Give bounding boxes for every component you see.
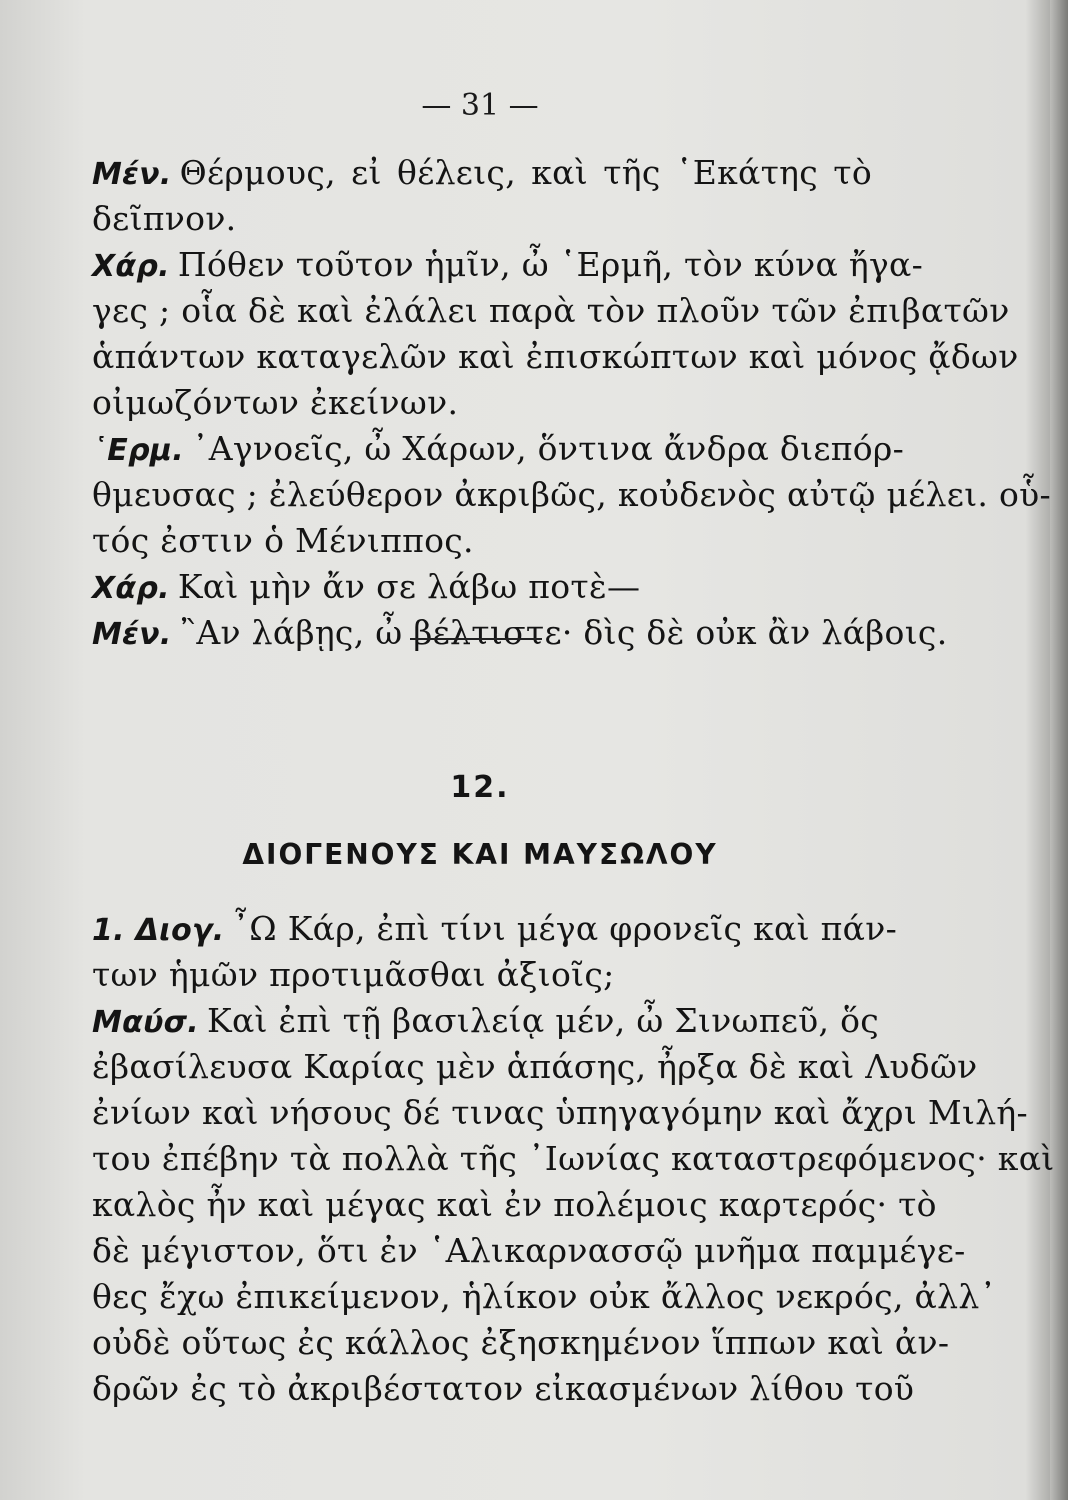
text-line: [92, 952, 872, 998]
text-line: [92, 334, 1019, 380]
line-text: δεῖπνον.: [92, 199, 237, 238]
text-line: [92, 1044, 978, 1090]
text-line: [92, 472, 1051, 518]
dialogue-section-diogenes-mausolus: [92, 906, 1055, 1412]
page-edge: [1050, 0, 1068, 1500]
line-text: ἐβασίλευσα Καρίας μὲν ἁπάσης, ἦρξα δὲ καὶ Λυδῶν: [92, 1047, 978, 1086]
dialogue-title: ΔΙΟΓΕΝΟΥΣ ΚΑΙ ΜΑΥΣΩΛΟΥ: [242, 838, 718, 871]
line-text: ἐνίων καὶ νήσους δέ τινας ὑπηγαγόμην καὶ ἄχρι Μιλή-: [92, 1093, 1028, 1132]
text-line: [92, 196, 872, 242]
line-text: του ἐπέβην τὰ πολλὰ τῆς ᾿Ιωνίας καταστρεφόμενος· καὶ: [92, 1139, 1055, 1178]
text-line: [92, 610, 948, 656]
line-text: ἁπάντων καταγελῶν καὶ ἐπισκώπτων καὶ μόνος ᾄδων: [92, 337, 1019, 376]
text-line: [92, 998, 880, 1044]
line-text: Καὶ μὴν ἄν σε λάβω ποτὲ—: [177, 567, 641, 606]
text-line: [92, 564, 872, 610]
speaker-label: Μέν.: [92, 157, 172, 192]
text-line: [92, 1228, 966, 1274]
text-line: [92, 1366, 915, 1412]
line-text: γες ; οἷα δὲ καὶ ἐλάλει παρὰ τὸν πλοῦν τῶν ἐπιβατῶν: [92, 291, 1010, 330]
dialogue-number: 12.: [450, 770, 510, 805]
dialogue-section-previous-ending: [92, 150, 1051, 656]
line-text: ῍Αν λάβῃς, ὦ βέλτιστε· δὶς δὲ οὐκ ἂν λάβοις.: [179, 613, 948, 652]
speaker-label: Χάρ.: [92, 571, 170, 606]
line-text: Πόθεν τοῦτον ἡμῖν, ὦ ῾Ερμῆ, τὸν κύνα ἤγα-: [177, 245, 924, 284]
speaker-label: ῾Ερμ.: [92, 433, 184, 468]
text-line: [92, 380, 872, 426]
line-text: Θέρμους, εἰ θέλεις, καὶ τῆς ῾Εκάτης τὸ: [179, 153, 872, 192]
line-text: θες ἔχω ἐπικείμενον, ἡλίκον οὐκ ἄλλος νεκρός, ἀλλ᾿: [92, 1277, 997, 1316]
text-line: [92, 150, 872, 196]
line-text: οὐδὲ οὕτως ἐς κάλλος ἐξησκημένον ἵππων καὶ ἀν-: [92, 1323, 950, 1362]
text-line: [92, 1136, 1055, 1182]
line-text: τός ἐστιν ὁ Μένιππος.: [92, 521, 474, 560]
text-line: [92, 518, 872, 564]
text-line: [92, 1090, 1028, 1136]
line-text: θμευσας ; ἐλεύθερον ἀκριβῶς, κοὐδενὸς αὐτῷ μέλει. οὗ-: [92, 475, 1051, 514]
line-text: οἰμωζόντων ἐκείνων.: [92, 383, 459, 422]
page-number: — 31 —: [421, 88, 539, 123]
text-line: [92, 1320, 950, 1366]
speaker-label: 1. Διογ.: [92, 913, 225, 948]
line-text: ᾿Αγνοεῖς, ὦ Χάρων, ὅντινα ἄνδρα διεπόρ-: [191, 429, 905, 468]
line-text: δὲ μέγιστον, ὅτι ἐν ῾Αλικαρνασσῷ μνῆμα παμμέγε-: [92, 1231, 966, 1270]
text-line: [92, 426, 905, 472]
text-line: [92, 242, 924, 288]
section-divider-rule: [410, 638, 542, 640]
text-line: [92, 1182, 937, 1228]
line-text: δρῶν ἐς τὸ ἀκριβέστατον εἰκασμένων λίθου τοῦ: [92, 1369, 915, 1408]
line-text: Καὶ ἐπὶ τῇ βασιλείᾳ μέν, ὦ Σινωπεῦ, ὅς: [206, 1001, 880, 1040]
line-text: των ἡμῶν προτιμᾶσθαι ἀξιοῖς;: [92, 955, 615, 994]
text-line: [92, 288, 1010, 334]
line-text: ῏Ω Κάρ, ἐπὶ τίνι μέγα φρονεῖς καὶ πάν-: [232, 909, 898, 948]
speaker-label: Χάρ.: [92, 249, 170, 284]
speaker-label: Μέν.: [92, 617, 172, 652]
line-text: καλὸς ἦν καὶ μέγας καὶ ἐν πολέμοις καρτερός· τὸ: [92, 1185, 937, 1224]
text-line: [92, 1274, 997, 1320]
text-line: [92, 906, 898, 952]
speaker-label: Μαύσ.: [92, 1005, 199, 1040]
